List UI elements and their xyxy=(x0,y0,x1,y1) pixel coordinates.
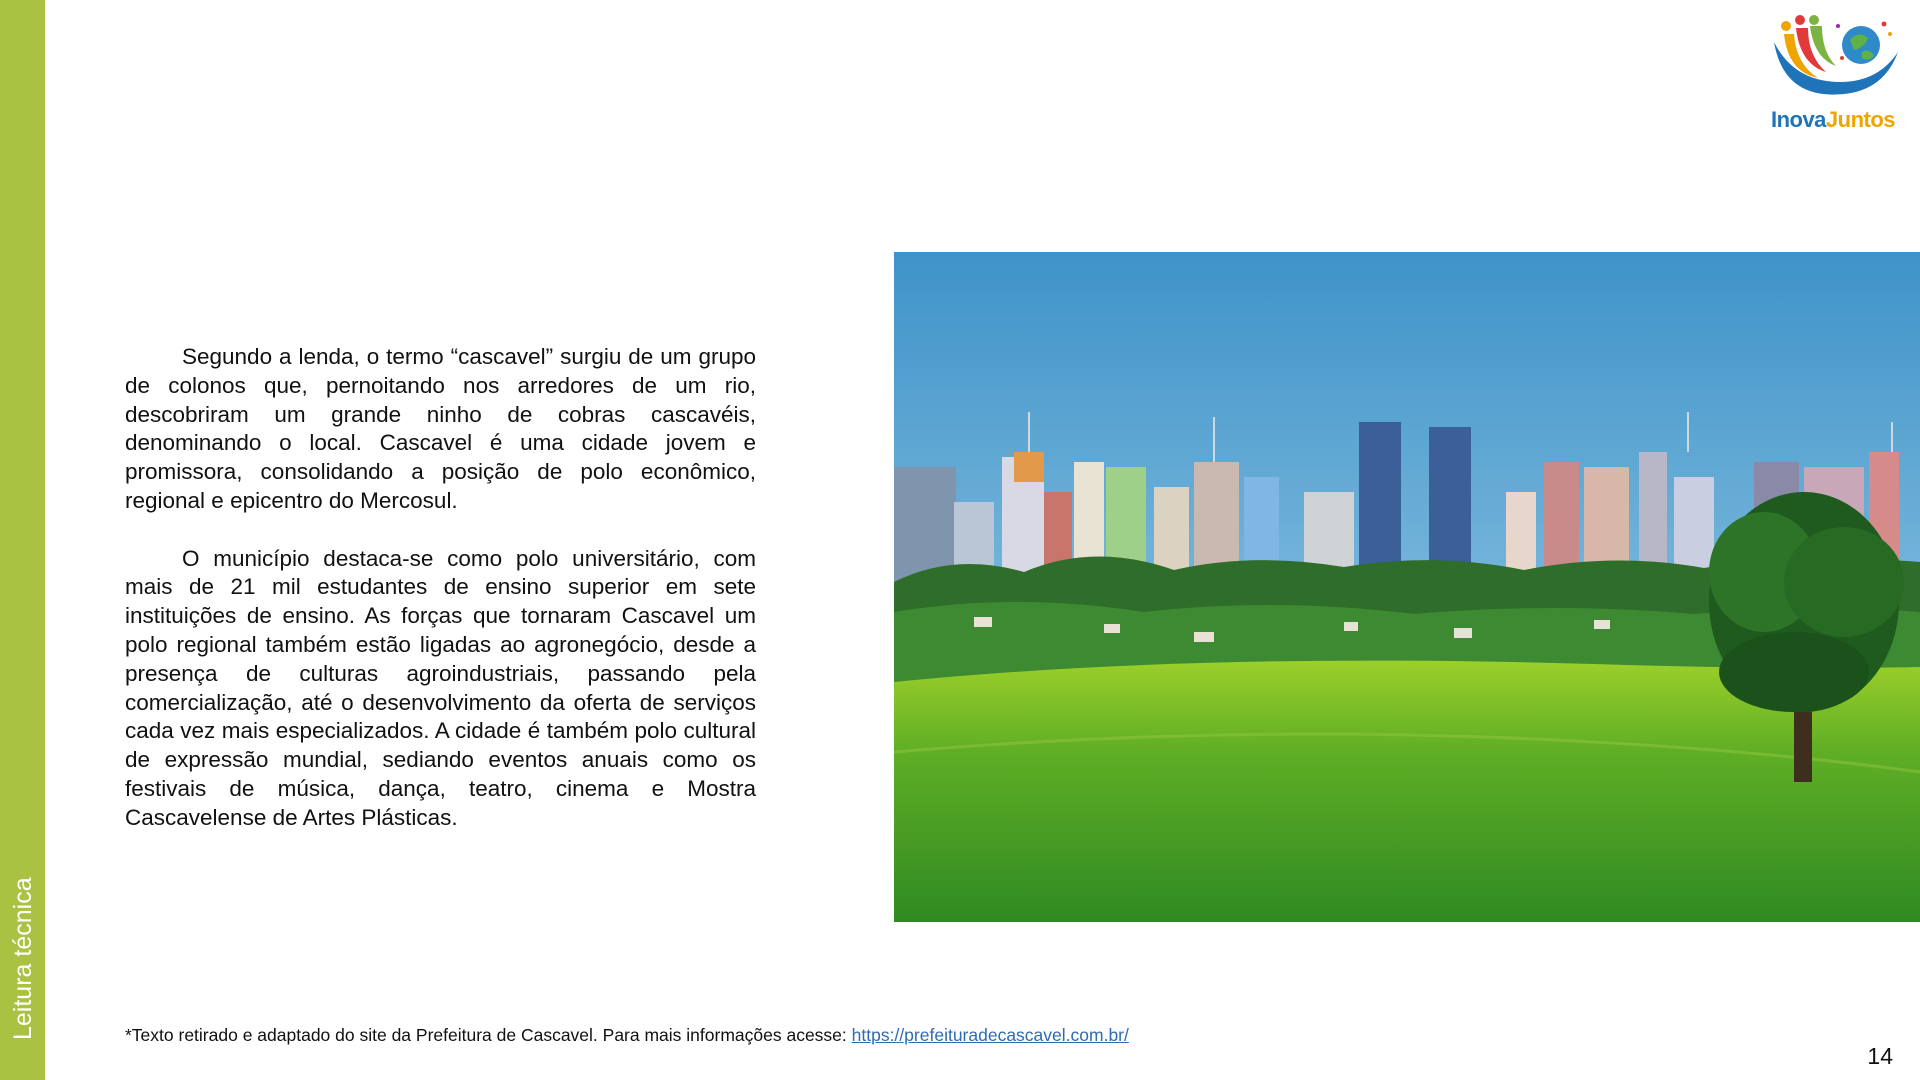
logo-text-inova: Inova xyxy=(1770,107,1826,132)
city-skyline-photo xyxy=(894,252,1920,922)
body-text xyxy=(125,343,756,833)
page-number: 14 xyxy=(1867,1043,1893,1069)
logo-inovajuntos xyxy=(1758,12,1908,137)
footnote-text: *Texto retirado e adaptado do site da Prefeitura de Cascavel. Para mais informações acesse: xyxy=(125,1025,852,1045)
sidebar-strip xyxy=(0,0,45,1080)
footnote xyxy=(125,1025,1129,1046)
paragraph-2: O município destaca-se como polo universitário, com mais de 21 mil estudantes de ensino superior em sete instituições de ensino. As forças que tornaram Cascavel um polo regional também estão ligadas ao agronegócio, desde a presença de culturas agroindustriais, passando pela comercialização, até o desenvolvimento da oferta de serviços cada vez mais especializados. A cidade é também polo cultural de expressão mundial, sediando eventos anuais como os festivais de música, dança, teatro, cinema e Mostra Cascavelense de Artes Plásticas. xyxy=(125,545,756,830)
footnote-link[interactable]: https://prefeituradecascavel.com.br/ xyxy=(851,1025,1129,1045)
paragraph-1: Segundo a lenda, o termo “cascavel” surgiu de um grupo de colonos que, pernoitando nos arredores de um rio, descobriram um grande ninho de cobras cascavéis, denominando o local. Cascavel é uma cidade jovem e promissora, consolidando a posição de polo econômico, regional e epicentro do Mercosul. xyxy=(125,344,756,513)
logo-text-juntos: Juntos xyxy=(1825,107,1896,132)
sidebar-label: Leitura técnica xyxy=(9,877,37,1040)
logo-graphic-icon xyxy=(1766,12,1900,107)
logo-wordmark xyxy=(1758,107,1908,133)
